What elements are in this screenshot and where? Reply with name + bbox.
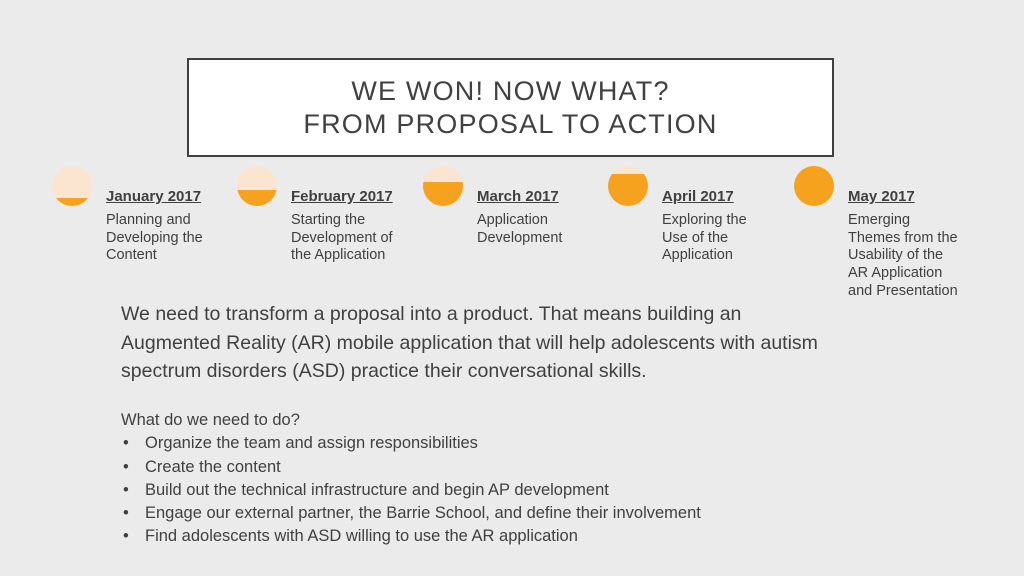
progress-fill: [423, 182, 463, 206]
progress-circle-icon: [423, 166, 463, 206]
progress-circle-icon: [608, 166, 648, 206]
milestone-description: Planning and Developing the Content: [106, 212, 203, 264]
list-item: • Organize the team and assign responsibilities: [121, 432, 821, 455]
milestone-month: March 2017: [477, 188, 559, 205]
progress-fill: [608, 174, 648, 206]
milestone-description: Exploring the Use of the Application: [662, 212, 747, 264]
milestone-month: February 2017: [291, 188, 393, 205]
list-item: • Create the content: [121, 456, 821, 479]
slide-title-line-1: WE WON! NOW WHAT?: [351, 75, 670, 106]
progress-circle-icon: [237, 166, 277, 206]
milestone-month: January 2017: [106, 188, 202, 205]
milestone-description: Emerging Themes from the Usability of the AR Application and Presentation: [848, 212, 958, 299]
progress-circle-icon: [794, 166, 834, 206]
milestone-month: April 2017: [662, 188, 734, 205]
todo-section: [121, 409, 821, 549]
list-item: • Engage our external partner, the Barrie School, and define their involvement: [121, 502, 821, 525]
todo-heading: What do we need to do?: [121, 411, 300, 429]
title-box: [187, 58, 834, 157]
milestone-month: May 2017: [848, 188, 915, 205]
todo-list: [121, 432, 821, 548]
milestone-description: Starting the Development of the Application: [291, 212, 393, 264]
list-item: • Find adolescents with ASD willing to use the AR application: [121, 525, 821, 548]
slide-title-line-2: FROM PROPOSAL TO ACTION: [303, 108, 718, 139]
progress-fill: [237, 190, 277, 206]
intro-paragraph: We need to transform a proposal into a product. That means building an Augmented Reality (AR) mobile application that will help adolescents with autism spectrum disorders (ASD) practice their conversational skills.: [121, 303, 818, 382]
progress-fill: [794, 166, 834, 206]
progress-circle-icon: [52, 166, 92, 206]
progress-fill: [52, 198, 92, 206]
list-item: • Build out the technical infrastructure and begin AP development: [121, 479, 821, 502]
milestone-description: Application Development: [477, 212, 563, 246]
